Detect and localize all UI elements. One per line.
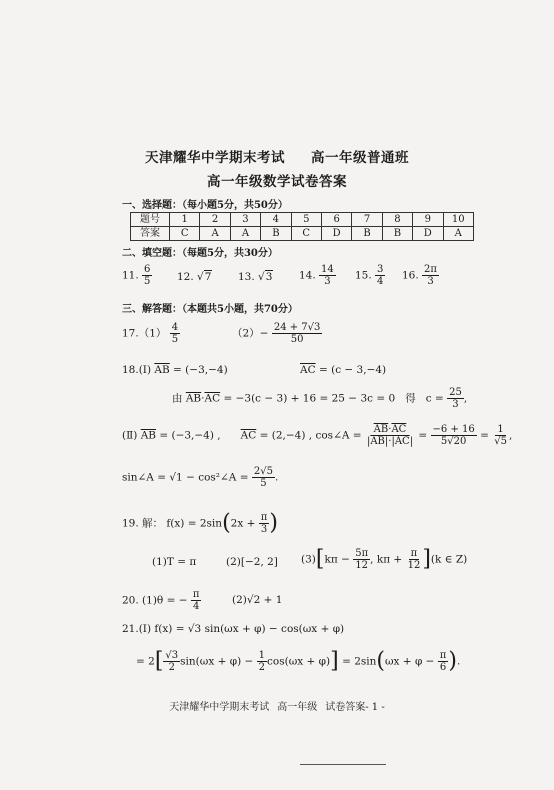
denominator: 12 [355, 560, 369, 571]
page-footer [0, 698, 554, 713]
fraction [163, 650, 180, 673]
bottom-divider [300, 764, 386, 765]
denominator: 6 [439, 662, 447, 673]
class-name: 高一年级普通班 [311, 150, 409, 166]
equation: = −3(c − 3) + 16 = 25 − 3c = 0 [220, 392, 396, 405]
denominator: 50 [290, 334, 304, 345]
denominator: 3 [452, 399, 459, 410]
part-label: （2） [232, 327, 260, 340]
fraction [142, 264, 152, 287]
table-cell: A [200, 227, 230, 241]
label: c = [425, 392, 444, 405]
fraction [447, 387, 464, 410]
table-cell: 答案 [131, 227, 170, 241]
denominator: 2 [258, 662, 266, 673]
table-cell: A [230, 227, 260, 241]
table-cell: B [261, 227, 291, 241]
numerator: 2π [424, 264, 437, 275]
fraction [259, 512, 270, 535]
section-solve-heading: 三、解答题：（本题共5小题，共70分） [122, 304, 298, 315]
table-cell: C [170, 227, 200, 241]
item-number: 16. [402, 269, 419, 282]
part-label: (3) [301, 553, 316, 566]
equation: = 2sin [342, 655, 377, 668]
q17-answer [122, 322, 180, 345]
equation: ωx + φ − [384, 655, 435, 668]
school-exam-name: 天津耀华中学期末考试 [145, 150, 285, 166]
numerator: π [410, 548, 418, 559]
equation: 20. (1)θ = − [122, 594, 188, 607]
vector-value: = (2,−4) , [256, 429, 313, 442]
table-cell: B [382, 227, 412, 241]
table-cell: 5 [291, 213, 321, 227]
radicand: 7 [204, 271, 212, 283]
table-cell: B [352, 227, 382, 241]
vector-ac: $\overline{AC}$ [204, 392, 221, 405]
equation: cos(ωx + φ) [267, 655, 331, 668]
choice-answer-table [130, 212, 474, 241]
table-cell: 10 [443, 213, 473, 227]
vector-ab: $\overline{AB}$ [373, 424, 389, 435]
exam-title [0, 146, 554, 166]
fraction [272, 322, 323, 345]
q20-part2: (2)√2 + 1 [232, 594, 283, 606]
numerator: π [260, 512, 268, 523]
numerator: 1 [497, 424, 504, 435]
denominator: 5 [260, 478, 267, 489]
table-cell: 1 [170, 213, 200, 227]
denominator: 12 [407, 560, 421, 571]
fill-item-11 [122, 264, 152, 287]
label: 得 [405, 392, 416, 405]
q19-line1: 19. 解： f(x) = 2sin(2x + $\frac{\pi}{3}$ ) [122, 510, 278, 536]
section-choice-heading: 一、选择题：（每小题5分，共50分） [122, 200, 288, 211]
fraction [375, 264, 385, 287]
numerator: 5π [355, 548, 369, 559]
table-cell: 9 [413, 213, 443, 227]
footer-grade: 高一年级 [277, 702, 318, 713]
vector-ab: $\overline{AB}$ [154, 364, 170, 376]
fill-item-13: 13. √3 [238, 271, 273, 283]
item-number: 19. 解： [122, 517, 164, 530]
table-cell: D [413, 227, 443, 241]
item-number: 18.(Ⅰ) [122, 364, 152, 376]
equation: kπ − [324, 553, 350, 566]
section-fill-heading: 二、填空题：（每题5分，共30分） [122, 248, 278, 259]
numerator: 6 [144, 264, 151, 275]
q18-line1b [300, 364, 386, 376]
q19-part2: (2)[−2, 2] [226, 556, 278, 568]
fill-item-16 [402, 264, 439, 287]
denominator: 5 [144, 276, 151, 287]
numerator: 4 [171, 322, 179, 333]
item-number: 11. [122, 269, 139, 282]
equation: , kπ + [370, 553, 403, 566]
numerator: 24 + 7√3 [273, 322, 321, 333]
denominator: 3 [324, 276, 331, 287]
q18-line2: 由 $\overline{AB}\cdot\overline{AC} = -3(c - 3) + 16 = 25 - 3c = 0$ 得 c = $\frac{25}{3}$ , [172, 387, 468, 410]
part-label: (Ⅱ) [122, 429, 138, 442]
table-cell: 6 [321, 213, 351, 227]
vector-value: = (c − 3,−4) [315, 364, 387, 376]
item-number: 17.（1） [122, 327, 167, 340]
fraction [252, 466, 275, 489]
equation: 2x + [230, 517, 256, 530]
fraction [257, 650, 267, 673]
item-number: 21.(Ⅰ) [122, 623, 152, 635]
denominator: √5 [494, 436, 507, 447]
table-row [131, 227, 474, 241]
q19-part1: (1)T = π [152, 556, 197, 568]
equation: sin∠A = √1 − cos²∠A = [122, 471, 249, 484]
vector-ac: $\overline{AC}$ [300, 364, 316, 376]
fraction [492, 424, 509, 447]
fraction [438, 650, 449, 673]
fraction [431, 424, 477, 447]
numerator: π [439, 650, 447, 661]
equation: f(x) = √3 sin(ωx + φ) − cos(ωx + φ) [154, 623, 345, 635]
vector-ac: $\overline{AC}$ [391, 424, 407, 435]
item-number: 15. [355, 269, 372, 282]
radicand: 3 [265, 271, 273, 283]
table-cell: D [321, 227, 351, 241]
vector-ab: $\overline{AB}$ [370, 436, 385, 447]
fill-item-14 [299, 264, 336, 287]
vector-ac: $\overline{AC}$ [240, 429, 257, 442]
item-number: 13. [238, 271, 255, 283]
answer-title: 高一年级数学试卷答案 [207, 174, 347, 190]
q18-part2: (Ⅱ) $\overline{AB} = (-3,-4)$ , $\overline{AC} = (2,-4)$ , cos∠A = $\frac{\overline{AB}\cdot\overline{AC}}{|\overline{AB}|\cdot|\overline{AC}|}$ = $\frac{-6 + 16}{5√20}$ = $\frac{1}{√5}$ , [122, 424, 513, 447]
q18-sin-line: sin∠A = √1 − cos²∠A = $\frac{2√5}{5}$ . [122, 466, 279, 489]
denominator: 2 [168, 662, 175, 673]
numerator: 1 [258, 650, 266, 661]
q20-part1 [122, 589, 201, 612]
fraction [319, 264, 336, 287]
fraction: $\frac{\overline{AB}\cdot\overline{AC}}{|\overline{AB}|\cdot|\overline{AC}|}$ [366, 424, 414, 447]
numerator: π [192, 589, 200, 600]
label: 由 [172, 392, 183, 405]
denominator: 4 [377, 276, 384, 287]
numerator: −6 + 16 [432, 424, 475, 435]
numerator: 25 [449, 387, 462, 398]
item-number: 14. [299, 269, 316, 282]
vector-value: = (−3,−4) [169, 364, 228, 376]
fraction [191, 589, 202, 612]
footer-school: 天津耀华中学期末考试 [169, 702, 270, 713]
fraction [422, 264, 439, 287]
vector-ab: $\overline{AB}$ [140, 429, 156, 442]
numerator: 2√5 [253, 466, 273, 477]
equation: sin(ωx + φ) − [180, 655, 254, 668]
table-cell: A [443, 227, 473, 241]
fill-item-15 [355, 264, 385, 287]
table-cell: 8 [382, 213, 412, 227]
fraction [406, 548, 423, 571]
table-row [131, 213, 474, 227]
numerator: 14 [321, 264, 334, 275]
fill-item-12: 12. √7 [177, 271, 212, 283]
denominator: 3 [427, 276, 434, 287]
table-cell: 3 [230, 213, 260, 227]
table-cell: 2 [200, 213, 230, 227]
item-number: 12. [177, 271, 194, 283]
denominator: 3 [260, 524, 268, 535]
minus-sign: − [259, 327, 269, 340]
numerator: 3 [377, 264, 384, 275]
table-cell: C [291, 227, 321, 241]
table-cell: 4 [261, 213, 291, 227]
q19-part3: (3)[kπ − $\frac{5\pi}{12}$ , kπ + $\frac{\pi}{12}$ ](k ∈ Z) [301, 546, 468, 572]
vector-ab: $\overline{AB}$ [185, 392, 202, 405]
table-cell: 题号 [131, 213, 170, 227]
equation: (k ∈ Z) [430, 553, 468, 566]
q21-line1 [122, 623, 344, 635]
fraction [170, 322, 180, 345]
denominator: 5 [171, 334, 179, 345]
denominator: 4 [192, 601, 200, 612]
footer-page-number: 试卷答案- 1 - [325, 702, 385, 713]
equation: f(x) = 2sin [166, 517, 223, 530]
q17-part2 [232, 322, 322, 345]
equation: = 2 [136, 655, 155, 668]
q21-line2: = 2[ $\frac{√3}{2}$ sin(ωx + φ) − $\frac{1}{2}$ cos(ωx + φ)] = 2sin(ωx + φ − $\frac{\pi}{6}$ ). [136, 648, 461, 674]
q18-line1 [122, 364, 228, 376]
fraction [353, 548, 370, 571]
vector-ac: $\overline{AC}$ [394, 436, 410, 447]
denominator: 5√20 [440, 436, 467, 447]
numerator: √3 [165, 650, 179, 661]
vector-value: = (−3,−4) , [156, 429, 221, 442]
label: cos∠A = [315, 429, 362, 442]
table-cell: 7 [352, 213, 382, 227]
